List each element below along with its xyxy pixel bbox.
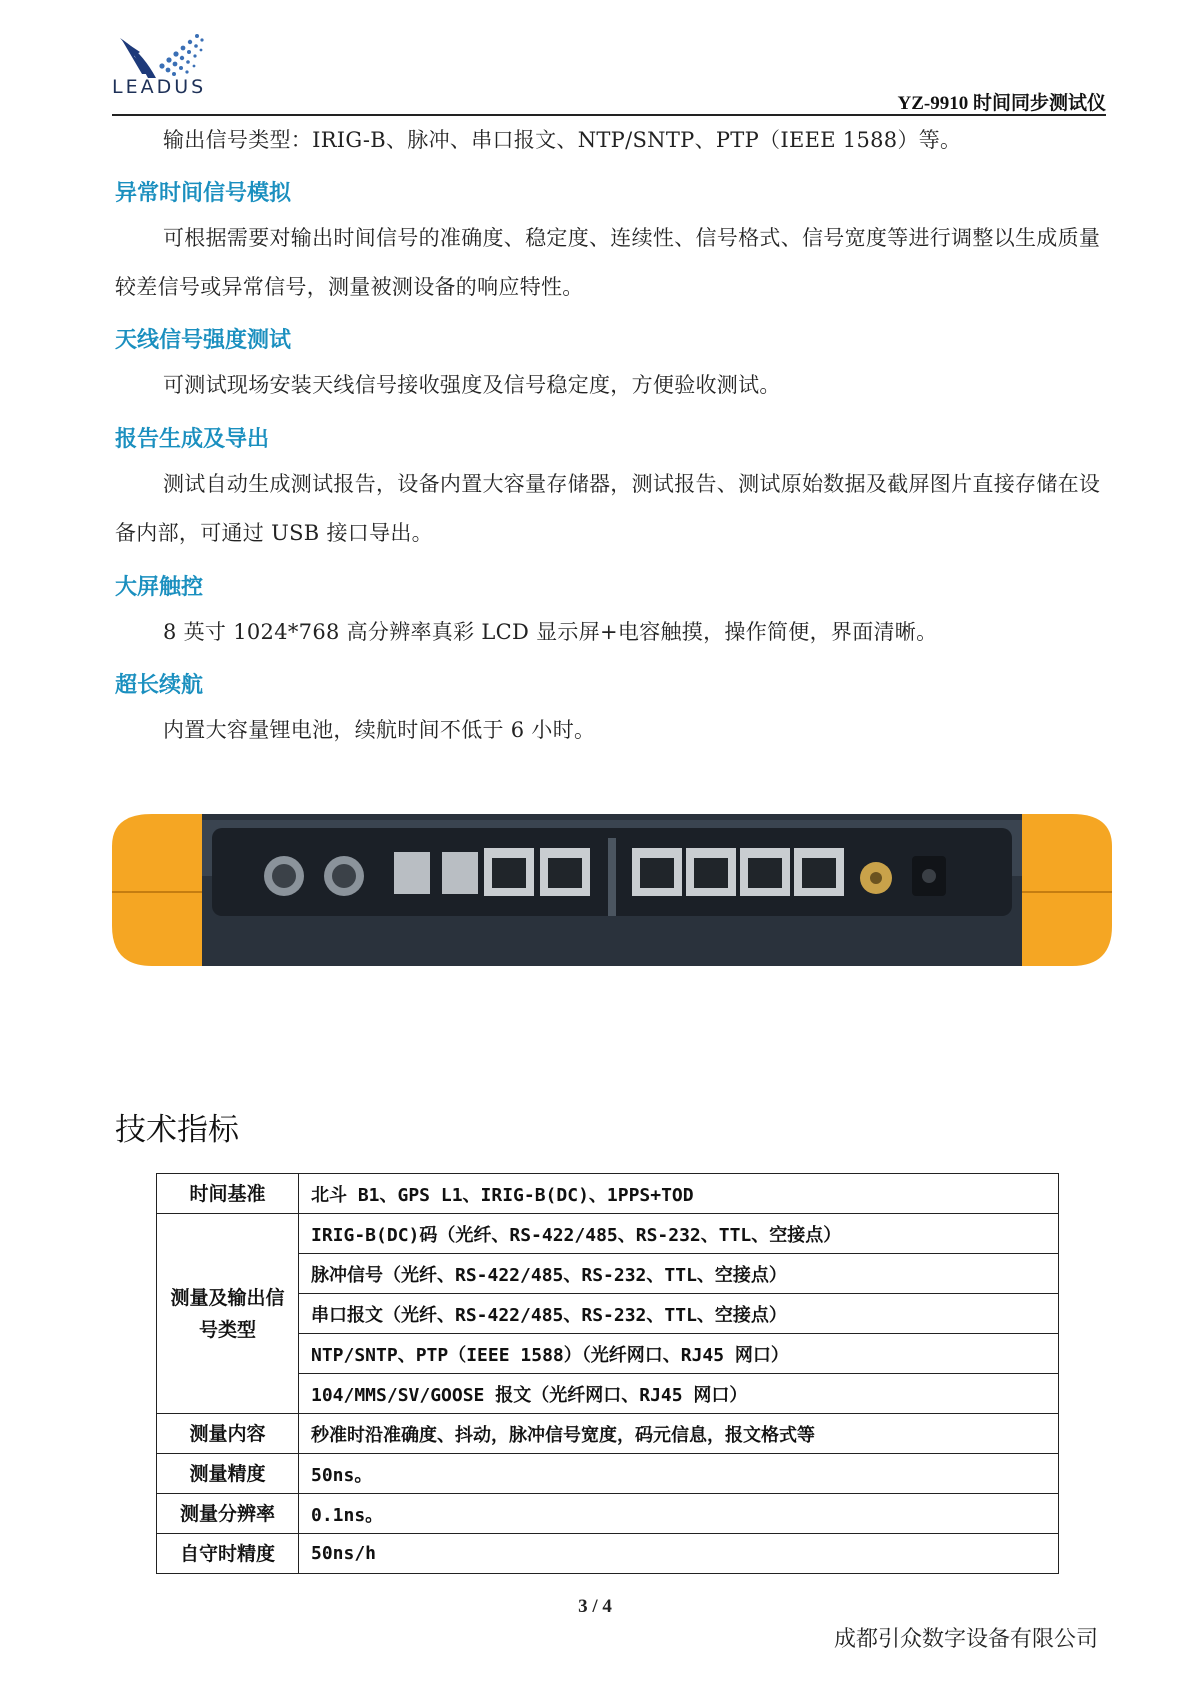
specifications-table — [156, 1173, 1059, 1574]
document-title: YZ-9910 时间同步测试仪 — [897, 93, 1106, 114]
spec-label-resolution: 测量分辨率 — [157, 1494, 299, 1534]
table-row — [157, 1214, 1059, 1254]
section-heading-report: 报告生成及导出 — [115, 427, 270, 452]
table-row — [157, 1534, 1059, 1574]
table-row — [157, 1454, 1059, 1494]
spec-value-measure-content: 秒准时沿准确度、抖动，脉冲信号宽度，码元信息，报文格式等 — [299, 1414, 1059, 1454]
section-text-abnormal-signal: 可根据需要对输出时间信号的准确度、稳定度、连续性、信号格式、信号宽度等进行调整以生成质量较差信号或异常信号，测量被测设备的响应特性。 — [115, 226, 1101, 299]
section-heading-abnormal-signal: 异常时间信号模拟 — [115, 181, 292, 206]
spec-label-measure-content: 测量内容 — [157, 1414, 299, 1454]
spec-label-accuracy: 测量精度 — [157, 1454, 299, 1494]
spec-value-signal-type: 串口报文（光纤、RS-422/485、RS-232、TTL、空接点） — [299, 1294, 1059, 1334]
spec-value-signal-type: 104/MMS/SV/GOOSE 报文（光纤网口、RJ45 网口） — [299, 1374, 1059, 1414]
table-row — [157, 1414, 1059, 1454]
logo-text: LEADUS — [112, 76, 207, 98]
section-text-report: 测试自动生成测试报告，设备内置大容量存储器，测试报告、测试原始数据及截屏图片直接存储在设备内部，可通过 USB 接口导出。 — [115, 472, 1101, 545]
section-heading-antenna-test: 天线信号强度测试 — [115, 328, 292, 353]
spec-value-signal-type: NTP/SNTP、PTP（IEEE 1588）（光纤网口、RJ45 网口） — [299, 1334, 1059, 1374]
section-text-touchscreen: 8 英寸 1024*768 高分辨率真彩 LCD 显示屏+电容触摸，操作简便，界面清晰。 — [163, 620, 938, 644]
intro-paragraph: 输出信号类型：IRIG-B、脉冲、串口报文、NTP/SNTP、PTP（IEEE 1588）等。 — [163, 128, 962, 152]
device-ports-photo — [112, 806, 1112, 976]
spec-label-holdover: 自守时精度 — [157, 1534, 299, 1574]
spec-value-time-reference: 北斗 B1、GPS L1、IRIG-B(DC)、1PPS+TOD — [299, 1174, 1059, 1214]
spec-label-time-reference: 时间基准 — [157, 1174, 299, 1214]
section-text-battery: 内置大容量锂电池，续航时间不低于 6 小时。 — [163, 718, 596, 742]
section-heading-touchscreen: 大屏触控 — [115, 575, 204, 600]
spec-value-accuracy: 50ns。 — [299, 1454, 1059, 1494]
spec-label-signal-types: 测量及输出信号类型 — [157, 1214, 299, 1414]
specifications-heading: 技术指标 — [115, 1112, 239, 1148]
section-text-antenna-test: 可测试现场安装天线信号接收强度及信号稳定度，方便验收测试。 — [163, 373, 781, 397]
page-number: 3 / 4 — [578, 1596, 612, 1617]
company-name: 成都引众数字设备有限公司 — [833, 1627, 1098, 1652]
spec-value-resolution: 0.1ns。 — [299, 1494, 1059, 1534]
table-row — [157, 1494, 1059, 1534]
spec-value-holdover: 50ns/h — [299, 1534, 1059, 1574]
spec-value-signal-type: IRIG-B(DC)码（光纤、RS-422/485、RS-232、TTL、空接点） — [299, 1214, 1059, 1254]
section-heading-battery: 超长续航 — [115, 673, 204, 698]
spec-value-signal-type: 脉冲信号（光纤、RS-422/485、RS-232、TTL、空接点） — [299, 1254, 1059, 1294]
table-row — [157, 1174, 1059, 1214]
